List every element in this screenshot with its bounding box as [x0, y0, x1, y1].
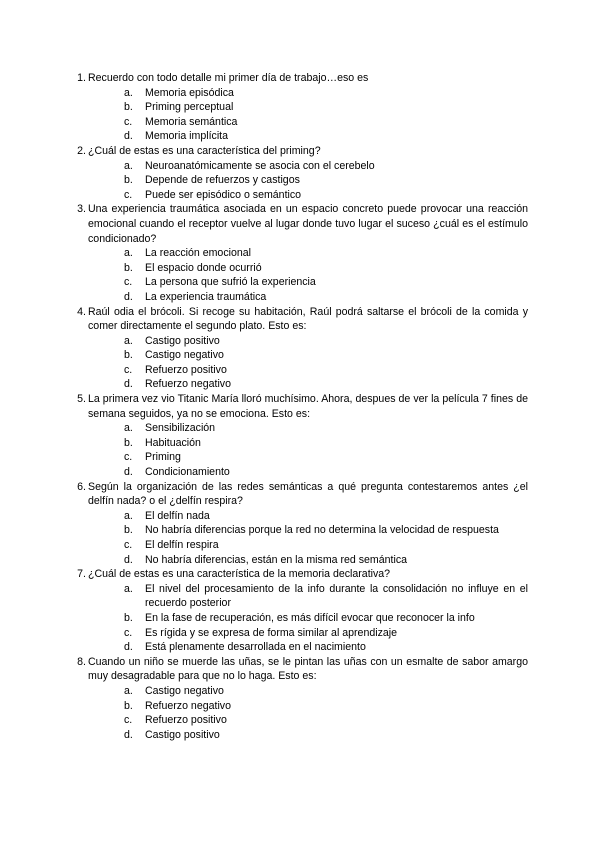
option-letter: b. [124, 261, 133, 274]
option-letter: c. [124, 276, 133, 289]
answer-option-1 [124, 334, 528, 349]
question-number: 2. [77, 144, 86, 157]
option-letter: d. [124, 641, 133, 654]
question-text: Una experiencia traumática asociada en un espacio concreto puede provocar una reacción emocional cuando el receptor vuelve al lugar donde tuvo lugar el suceso ¿cuál es el estímulo condicionado? [88, 203, 528, 245]
answer-option-4 [124, 640, 528, 655]
answer-option-1 [124, 86, 528, 101]
answer-options [88, 246, 528, 304]
answer-options [88, 86, 528, 144]
question-number: 8. [77, 655, 86, 668]
answer-option-3 [124, 538, 528, 553]
question-number: 3. [77, 203, 86, 216]
question-text: ¿Cuál de estas es una característica de la memoria declarativa? [88, 568, 391, 581]
answer-option-3 [124, 115, 528, 130]
answer-options [88, 582, 528, 655]
option-text: En la fase de recuperación, es más difícil evocar que reconocer la info [145, 611, 475, 624]
answer-option-4 [124, 465, 528, 480]
option-letter: c. [124, 188, 133, 201]
option-text: Memoria implícita [145, 130, 229, 143]
option-text: Refuerzo negativo [145, 378, 231, 391]
option-text: No habría diferencias, están en la misma red semántica [145, 553, 408, 566]
question-text: Recuerdo con todo detalle mi primer día de trabajo…eso es [88, 72, 369, 84]
question-8 [77, 655, 528, 743]
option-letter: b. [124, 349, 133, 362]
answer-option-1 [124, 684, 528, 699]
answer-option-2 [124, 611, 528, 626]
option-letter: a. [124, 509, 133, 522]
option-text: El espacio donde ocurrió [145, 261, 262, 274]
answer-option-4 [124, 129, 528, 144]
option-text: La experiencia traumática [145, 290, 267, 303]
option-letter: a. [124, 684, 133, 697]
option-text: Castigo negativo [145, 684, 224, 697]
option-letter: d. [124, 378, 133, 391]
question-text: ¿Cuál de estas es una característica del priming? [88, 144, 321, 157]
option-letter: c. [124, 714, 133, 727]
option-letter: c. [124, 115, 133, 128]
option-text: Está plenamente desarrollada en el nacimiento [145, 641, 366, 654]
question-text: Según la organización de las redes semánticas a qué pregunta contestaremos antes ¿el delfín nada? o el ¿delfín respira? [88, 480, 528, 508]
answer-option-3 [124, 626, 528, 641]
option-letter: d. [124, 553, 133, 566]
answer-option-4 [124, 290, 528, 305]
option-letter: a. [124, 334, 133, 347]
answer-option-2 [124, 436, 528, 451]
option-letter: a. [124, 159, 133, 172]
option-letter: d. [124, 466, 133, 479]
option-text: La reacción emocional [145, 247, 251, 260]
question-list [77, 71, 528, 742]
option-text: Refuerzo positivo [145, 363, 227, 376]
answer-option-2 [124, 173, 528, 188]
answer-option-1 [124, 509, 528, 524]
question-1 [77, 71, 528, 144]
option-letter: b. [124, 174, 133, 187]
option-text: Refuerzo negativo [145, 699, 231, 712]
option-text: Es rígida y se expresa de forma similar al aprendizaje [145, 626, 398, 639]
option-text: No habría diferencias porque la red no determina la velocidad de respuesta [145, 524, 499, 537]
option-letter: b. [124, 101, 133, 114]
question-2 [77, 144, 528, 202]
option-letter: b. [124, 699, 133, 712]
option-text: Habituación [145, 436, 201, 449]
answer-option-3 [124, 450, 528, 465]
answer-options [88, 159, 528, 203]
question-number: 4. [77, 305, 86, 318]
answer-option-2 [124, 699, 528, 714]
option-text: El delfín nada [145, 509, 210, 522]
option-letter: b. [124, 611, 133, 624]
question-3 [77, 202, 528, 304]
question-number: 1. [77, 72, 86, 84]
answer-option-3 [124, 275, 528, 290]
option-letter: b. [124, 436, 133, 449]
question-number: 7. [77, 568, 86, 581]
option-text: Priming perceptual [145, 101, 234, 114]
option-text: Castigo positivo [145, 728, 220, 741]
question-text: Raúl odia el brócoli. Si recoge su habitación, Raúl podrá saltarse el brócoli de la comida y comer directamente el segundo plato. Esto es: [88, 305, 528, 333]
answer-options [88, 334, 528, 392]
answer-option-3 [124, 713, 528, 728]
answer-option-2 [124, 523, 528, 538]
option-text: La persona que sufrió la experiencia [145, 276, 316, 289]
option-letter: d. [124, 130, 133, 143]
option-text: Neuroanatómicamente se asocia con el cerebelo [145, 159, 375, 172]
option-text: Priming [145, 451, 181, 464]
answer-option-3 [124, 188, 528, 203]
answer-options [88, 684, 528, 742]
option-text: Puede ser episódico o semántico [145, 188, 302, 201]
option-text: Memoria episódica [145, 86, 234, 99]
answer-option-4 [124, 377, 528, 392]
answer-option-1 [124, 421, 528, 436]
answer-option-2 [124, 261, 528, 276]
question-number: 5. [77, 393, 86, 406]
option-text: Sensibilización [145, 422, 216, 435]
option-letter: d. [124, 728, 133, 741]
answer-option-2 [124, 100, 528, 115]
option-letter: c. [124, 626, 133, 639]
option-letter: a. [124, 582, 133, 595]
option-letter: b. [124, 524, 133, 537]
option-text: Depende de refuerzos y castigos [145, 174, 300, 187]
option-letter: a. [124, 86, 133, 99]
option-text: Castigo negativo [145, 349, 224, 362]
answer-options [88, 421, 528, 479]
option-text: Memoria semántica [145, 115, 238, 128]
option-letter: a. [124, 422, 133, 435]
option-text: Refuerzo positivo [145, 714, 227, 727]
question-text: Cuando un niño se muerde las uñas, se le pintan las uñas con un esmalte de sabor amargo muy desagradable para que no lo haga. Esto es: [88, 655, 528, 683]
option-text: Condicionamiento [145, 466, 230, 479]
answer-option-4 [124, 553, 528, 568]
answer-option-1 [124, 582, 528, 611]
option-letter: a. [124, 247, 133, 260]
option-letter: c. [124, 539, 133, 551]
option-letter: c. [124, 451, 133, 464]
answer-option-2 [124, 348, 528, 363]
option-letter: d. [124, 290, 133, 303]
question-text: La primera vez vio Titanic María lloró muchísimo. Ahora, despues de ver la película 7 fines de semana seguidos, ya no se emociona. Esto es: [88, 393, 528, 420]
answer-options [88, 509, 528, 567]
answer-option-3 [124, 363, 528, 378]
option-text: Castigo positivo [145, 334, 220, 347]
answer-option-1 [124, 246, 528, 261]
answer-option-1 [124, 159, 528, 174]
question-5 [77, 392, 528, 480]
question-7 [77, 567, 528, 655]
option-text: El delfín respira [145, 539, 219, 551]
option-text: El nivel del procesamiento de la info durante la consolidación no influye en el recuerdo posterior [145, 582, 528, 610]
question-6 [77, 480, 528, 568]
option-letter: c. [124, 363, 133, 376]
question-4 [77, 305, 528, 393]
answer-option-4 [124, 728, 528, 743]
question-number: 6. [77, 480, 86, 493]
